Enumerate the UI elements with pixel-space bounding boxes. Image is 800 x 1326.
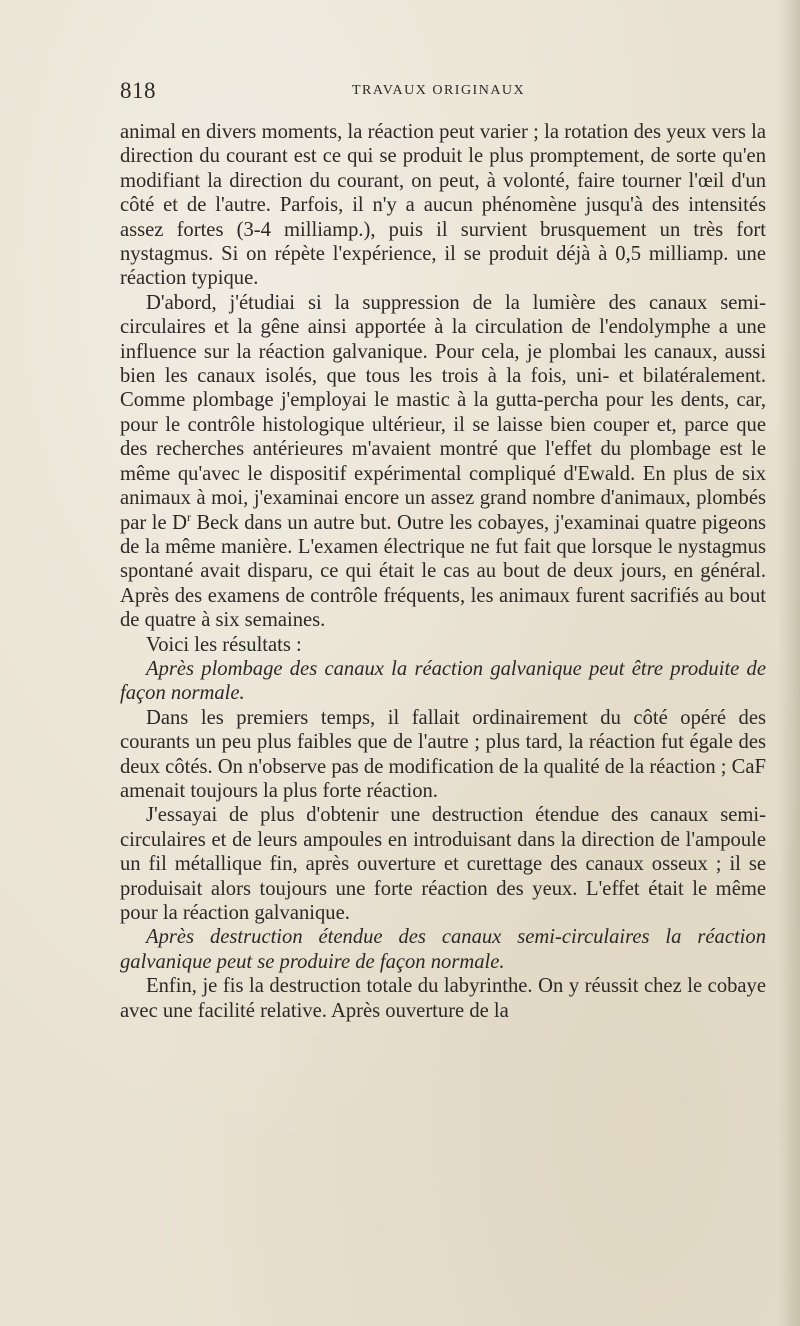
paragraph-text: D'abord, j'étudiai si la suppression de la lumière des canaux semi-circulaires et la gêne ainsi apportée à la circulation de l'endolymphe a une influence sur la réaction galvanique. Pour cela, je plombai les canaux, aussi bien les canaux isolés, que tous les trois à la fois, uni- et bilatéralement. Comme plombage j'employai le mastic à la gutta-percha pour les dents, car, pour le contrôle histologique ultérieur, il se laisse bien couper et, parce que des recherches antérieures m'avaient montré que l'effet du plombage est le même qu'avec le dispositif expérimental compliqué d'Ewald. En plus de six animaux à moi, j'examinai encore un assez grand nombre d'animaux, plombés par le D [120, 291, 766, 534]
paragraph: animal en divers moments, la réaction peut varier ; la rotation des yeux vers la direction du courant est ce qui se produit le plus promptement, de sorte qu'en modifiant la direction du courant, on peut, à volonté, faire tourner l'œil d'un côté et de l'autre. Parfois, il n'y a aucun phénomène jusqu'à des intensités assez fortes (3-4 milliamp.), puis il survient brusquement un très fort nystagmus. Si on répète l'expérience, il se produit déjà à 0,5 milliamp. une réaction typique. [120, 121, 766, 290]
italic-conclusion: Après plombage des canaux la réaction galvanique peut être produite de façon normale. [120, 657, 766, 705]
paragraph: Dans les premiers temps, il fallait ordinairement du côté opéré des courants un peu plus faibles que de l'autre ; plus tard, la réaction fut égale des deux côtés. On n'observe pas de modification de la qualité de la réaction ; CaF amenait toujours la plus forte réaction. [120, 706, 766, 802]
body-text [120, 120, 766, 1023]
running-head: TRAVAUX ORIGINAUX [352, 83, 526, 98]
superscript: r [186, 509, 191, 524]
page-number: 818 [120, 78, 156, 103]
paragraph: J'essayai de plus d'obtenir une destruction étendue des canaux semi-circulaires et de leurs ampoules en introduisant dans la direction de l'ampoule un fil métallique fin, après ouverture et curettage des canaux osseux ; il se produisait alors toujours une forte réaction des yeux. L'effet était le même pour la réaction galvanique. [120, 804, 766, 924]
paragraph: Enfin, je fis la destruction totale du labyrinthe. On y réussit chez le cobaye avec une facilité relative. Après ouverture de la [120, 975, 766, 1022]
paragraph: Voici les résultats : [146, 633, 302, 656]
page-edge-shadow [778, 0, 800, 1326]
italic-conclusion: Après destruction étendue des canaux semi-circulaires la réaction galvanique peut se produire de façon normale. [120, 926, 766, 973]
paragraph-with-superscript [120, 291, 766, 633]
paragraph-continuation: Beck dans un autre but. Outre les cobayes, j'examinai quatre pigeons de la même manière. L'examen électrique ne fut fait que lorsque le nystagmus spontané avait disparu, ce qui était le cas au bout de deux jours, en général. Après des examens de contrôle fréquents, les animaux furent sacrifiés au bout de quatre à six semaines. [120, 511, 767, 632]
page-header [120, 78, 770, 108]
